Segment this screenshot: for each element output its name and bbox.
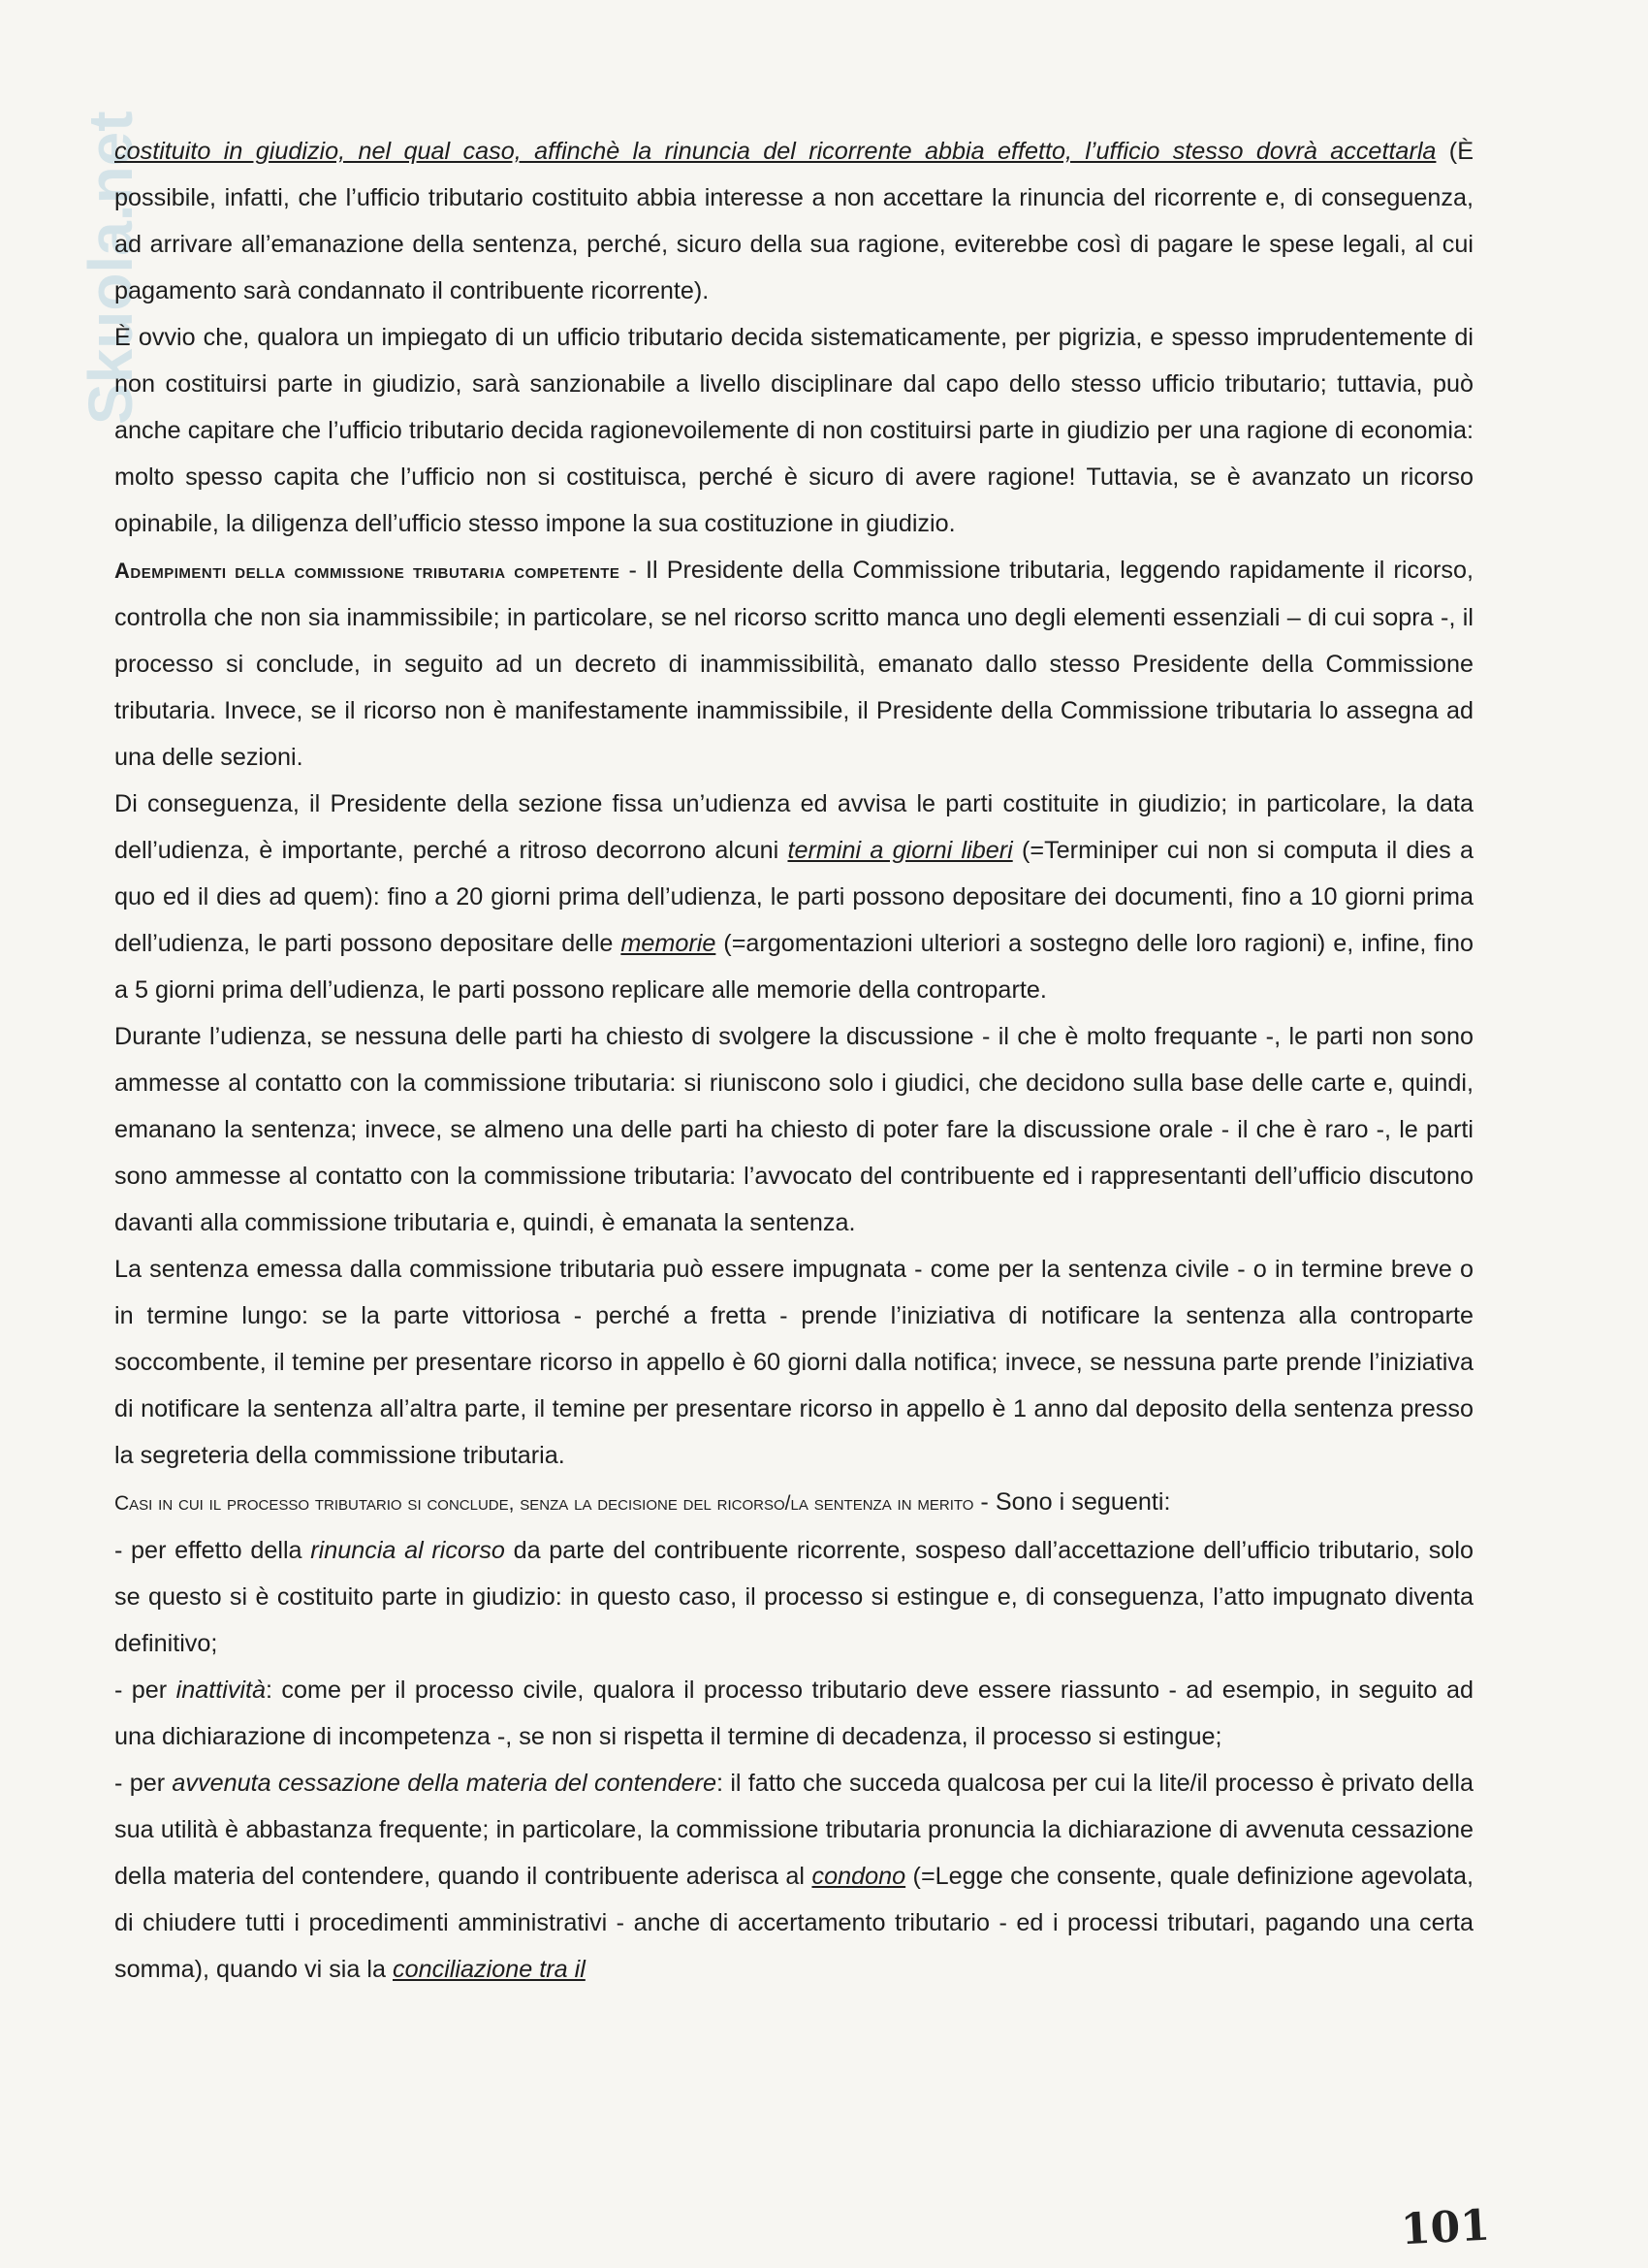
paragraph-text: - Sono i seguenti:	[973, 1488, 1171, 1516]
paragraph: La sentenza emessa dalla commissione tributaria può essere impugnata - come per la sentenza civile - o in termine breve o in termine lungo: se la parte vittoriosa - perché a fretta - prende l’iniziativa di notificare la sentenza alla controparte soccombente, il temine per presentare ricorso in appello è 60 giorni dalla notifica; invece, se nessuna parte prende l’iniziativa di notificare la sentenza all’altra parte, il temine per presentare ricorso in appello è 1 anno dal deposito della sentenza presso la segreteria della commissione tributaria.	[114, 1256, 1474, 1469]
term-cessazione-materia: avvenuta cessazione della materia del contendere	[172, 1770, 717, 1797]
list-item	[114, 1760, 1474, 1993]
paragraph-text: : il fatto che succeda qualcosa per cui la lite/il processo è privato della sua utilità è abbastanza frequente; in particolare, la commissione tributaria pronuncia la dichiarazione di avvenuta cessazione della materia del contendere, quando il contribuente aderisca al	[114, 1770, 1474, 1890]
list-item	[114, 1527, 1474, 1667]
paragraph-text: - per	[114, 1677, 176, 1704]
term-inattivita: inattività	[175, 1677, 267, 1704]
term-conciliazione: conciliazione tra il	[393, 1956, 586, 1983]
paragraph-text: : come per il processo civile, qualora il processo tributario deve essere riassunto - ad esempio, in seguito ad una dichiarazione di incompetenza -, se non si rispetta il termine di decadenza, il processo si estingue;	[114, 1677, 1474, 1750]
paragraph-text: - Il Presidente della Commissione tributaria, leggendo rapidamente il ricorso, controlla che non sia inammissibile; in particolare, se nel ricorso scritto manca uno degli elementi essenziali – di cui sopra -, il processo si conclude, in seguito ad un decreto di inammissibilità, emanato dallo stesso Presidente della Commissione tributaria. Invece, se il ricorso non è manifestamente inammissibile, il Presidente della Commissione tributaria lo assegna ad una delle sezioni.	[114, 557, 1474, 771]
paragraph: È ovvio che, qualora un impiegato di un ufficio tributario decida sistematicamente, per pigrizia, e spesso imprudentemente di non costituirsi parte in giudizio, sarà sanzionabile a livello disciplinare dal capo dello stesso ufficio tributario; tuttavia, può anche capitare che l’ufficio tributario decida ragionevoilemente di non costituirsi parte in giudizio per una ragione di economia: molto spesso capita che l’ufficio non si costituisca, perché è sicuro di avere ragione! Tuttavia, se è avanzato un ricorso opinabile, la diligenza dell’ufficio stesso impone la sua costituzione in giudizio.	[114, 324, 1474, 537]
paragraph-text: (È possibile, infatti, che l’ufficio tributario costituito abbia interesse a non accettare la rinuncia del ricorrente e, di conseguenza, ad arrivare all’emanazione della sentenza, perché, sicuro della sua ragione, eviterebbe così di pagare le spese legali, al cui pagamento sarà condannato il contribuente ricorrente).	[114, 138, 1474, 304]
paragraph-text: - per	[114, 1770, 173, 1797]
section-heading: Adempimenti della commissione tributaria competente	[114, 559, 620, 583]
paragraph-text: (=Legge che consente, quale definizione agevolata, di chiudere tutti i procedimenti amministrativi - anche di accertamento tributario - ed i processi tributari, pagando una certa somma), quando vi sia la	[114, 1863, 1474, 1983]
paragraph	[114, 547, 1474, 781]
paragraph-text: Di conseguenza, il Presidente della sezione fissa un’udienza ed avvisa le parti costituite in giudizio; in particolare, la data dell’udienza, è importante, perché a ritroso decorrono alcuni	[114, 790, 1474, 864]
paragraph-text: - per effetto della	[114, 1537, 311, 1564]
paragraph	[114, 781, 1474, 1013]
paragraph	[114, 1479, 1474, 1527]
paragraph-text: (=Terminiper cui non si computa il dies a quo ed il dies ad quem): fino a 20 giorni prima dell’udienza, le parti possono depositare dei documenti, fino a 10 giorni prima dell’udienza, le parti possono depositare delle	[114, 837, 1474, 957]
term-rinuncia-al-ricorso: rinuncia al ricorso	[310, 1537, 505, 1564]
term-condono: condono	[811, 1863, 906, 1890]
section-heading: Casi in cui il processo tributario si conclude, senza la decisione del ricorso/la sentenza in merito	[114, 1492, 974, 1515]
page-number: 101	[1399, 2200, 1492, 2255]
paragraph	[114, 128, 1474, 314]
underlined-italic-text: costituito in giudizio, nel qual caso, affinchè la rinuncia del ricorrente abbia effetto, l’ufficio stesso dovrà accettarla	[114, 138, 1437, 165]
list-item	[114, 1667, 1474, 1760]
term-termini-a-giorni-liberi: termini a giorni liberi	[787, 837, 1013, 864]
paragraph-text: (=argomentazioni ulteriori a sostegno delle loro ragioni) e, infine, fino a 5 giorni prima dell’udienza, le parti possono replicare alle memorie della controparte.	[114, 930, 1474, 1004]
body-text	[114, 128, 1474, 1993]
term-memorie: memorie	[620, 930, 716, 957]
paragraph: Durante l’udienza, se nessuna delle parti ha chiesto di svolgere la discussione - il che è molto frequante -, le parti non sono ammesse al contatto con la commissione tributaria: si riuniscono solo i giudici, che decidono sulla base delle carte e, quindi, emanano la sentenza; invece, se almeno una delle parti ha chiesto di poter fare la discussione orale - il che è raro -, le parti sono ammesse al contatto con la commissione tributaria: l’avvocato del contribuente ed i rappresentanti dell’ufficio discutono davanti alla commissione tributaria e, quindi, è emanata la sentenza.	[114, 1023, 1474, 1236]
watermark-text: Skuola.net	[76, 111, 146, 426]
paragraph-text: da parte del contribuente ricorrente, sospeso dall’accettazione dell’ufficio tributario, solo se questo si è costituito parte in giudizio: in questo caso, il processo si estingue e, di conseguenza, l’atto impugnato diventa definitivo;	[114, 1537, 1474, 1657]
